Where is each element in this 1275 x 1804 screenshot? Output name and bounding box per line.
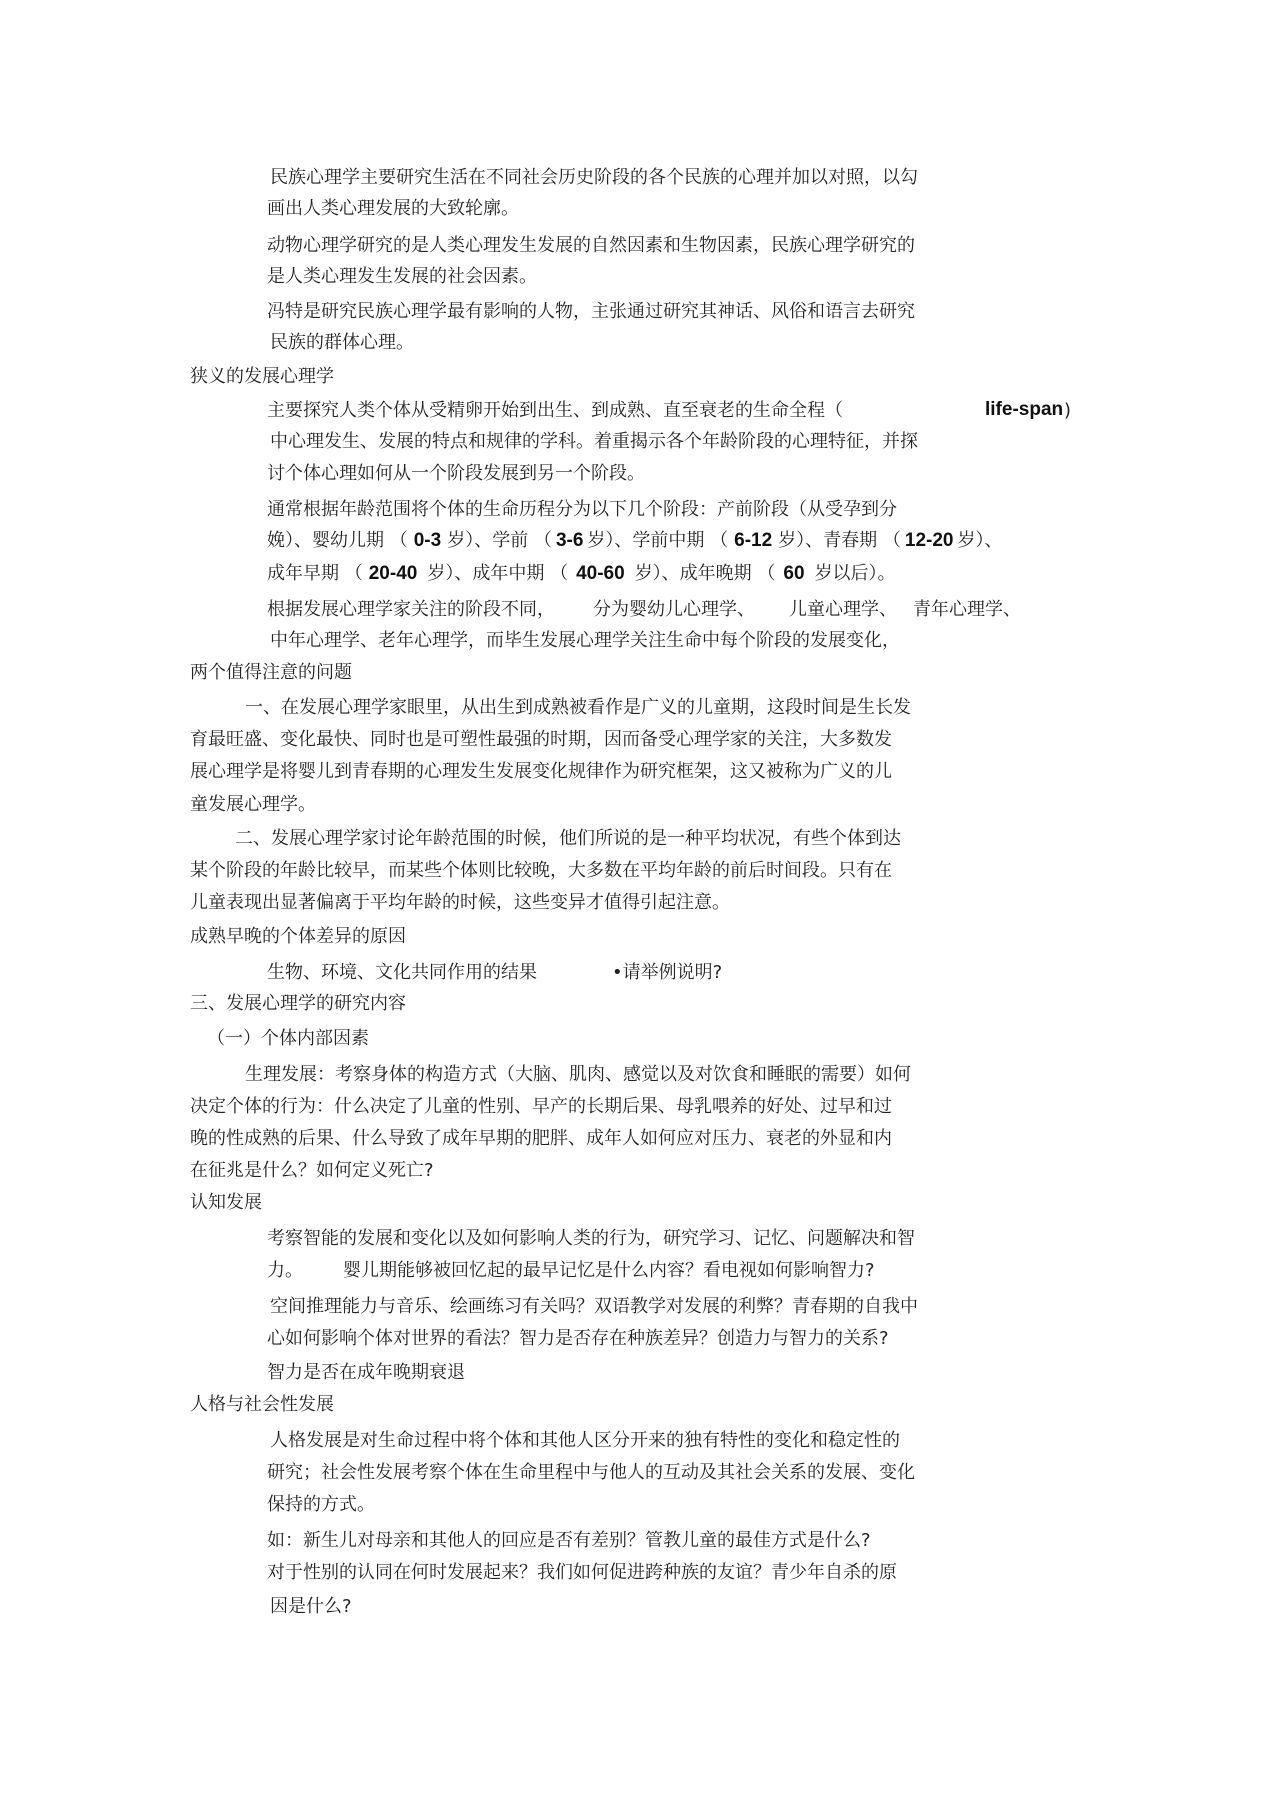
physical-line1: 生理发展：考察身体的构造方式（大脑、肌肉、感觉以及对饮食和睡眠的需要）如何 (245, 1064, 911, 1085)
para6-line1 (267, 597, 1021, 623)
personality-line6: 因是什么? (270, 1596, 352, 1617)
stage-late-adult-label: 岁）、成年晚期 （ (634, 563, 776, 584)
para4-line3: 讨个体心理如何从一个阶段发展到另一个阶段。 (267, 463, 645, 484)
para5-line2 (267, 528, 1003, 554)
cognitive-line2-rest: 婴儿期能够被回忆起的最早记忆是什么内容？看电视如何影响智力? (343, 1260, 875, 1281)
para6-intro: 根据发展心理学家关注的阶段不同， (267, 599, 555, 620)
heading-internal-factors: （一）个体内部因素 (207, 1028, 369, 1049)
personality-line3: 保持的方式。 (267, 1494, 375, 1515)
cognitive-line1: 考察智能的发展和变化以及如何影响人类的行为，研究学习、记忆、问题解决和智 (267, 1228, 915, 1249)
cognitive-line3: 空间推理能力与音乐、绘画练习有关吗？双语教学对发展的利弊？青春期的自我中 (270, 1296, 918, 1317)
maturity-causes: 生物、环境、文化共同作用的结果 (267, 962, 537, 983)
para4-line1-text: 主要探究人类个体从受精卵开始到出生、到成熟、直至衰老的生命全程（ (267, 400, 843, 421)
heading-personality-social: 人格与社会性发展 (190, 1394, 334, 1415)
physical-line3: 晚的性成熟的后果、什么导致了成年早期的肥胖、成年人如何应对压力、衰老的外显和内 (190, 1128, 892, 1149)
maturity-prompt: •请举例说明? (612, 962, 723, 983)
stage-adolescence-age: 12-20 (904, 530, 954, 551)
stage-preschool-label: 岁）、学前 （ (447, 530, 552, 551)
para3-line1: 冯特是研究民族心理学最有影响的人物，主张通过研究其神话、风俗和语言去研究 (267, 301, 915, 322)
para2-line2: 是人类心理发生发展的社会因素。 (267, 266, 537, 287)
issue2-line2: 某个阶段的年龄比较早，而某些个体则比较晚，大多数在平均年龄的前后时间段。只有在 (190, 860, 892, 881)
para1-line1: 民族心理学主要研究生活在不同社会历史阶段的各个民族的心理并加以对照，以勾 (270, 167, 918, 188)
physical-line2: 决定个体的行为：什么决定了儿童的性别、早产的长期后果、母乳喂养的好处、过早和过 (190, 1096, 892, 1117)
para3-line2: 民族的群体心理。 (270, 332, 414, 353)
stage-infancy-age: 0-3 (413, 530, 442, 551)
para4-line1-close: ) (1064, 400, 1072, 421)
stage-adolescence-label: 岁）、青春期 （ (778, 530, 901, 551)
personality-line2: 研究；社会性发展考察个体在生命里程中与他人的互动及其社会关系的发展、变化 (267, 1462, 915, 1483)
issue2-line3: 儿童表现出显著偏离于平均年龄的时候，这些变异才值得引起注意。 (190, 892, 730, 913)
stage-late-adult-age: 60 (783, 563, 805, 584)
personality-line1: 人格发展是对生命过程中将个体和其他人区分开来的独有特性的变化和稳定性的 (270, 1430, 900, 1451)
stage-infancy-label: 娩）、婴幼儿期 （ (267, 530, 408, 551)
heading-narrow-developmental-psychology: 狭义的发展心理学 (190, 366, 334, 387)
para4-line1-term: life-span (985, 399, 1064, 420)
cognitive-line5: 智力是否在成年晚期衰退 (267, 1362, 465, 1383)
personality-line4: 如：新生儿对母亲和其他人的回应是否有差别？管教儿童的最佳方式是什么? (267, 1530, 871, 1551)
para6-line2: 中年心理学、老年心理学，而毕生发展心理学关注生命中每个阶段的发展变化， (270, 630, 900, 651)
para6-youth-psychology: 青年心理学、 (913, 599, 1021, 620)
cognitive-line2 (267, 1258, 875, 1284)
issue2-line1: 二、发展心理学家讨论年龄范围的时候，他们所说的是一种平均状况，有些个体到达 (235, 828, 901, 849)
stage-line2-end: 岁）、 (957, 530, 1003, 551)
para4-line2: 中心理发生、发展的特点和规律的学科。着重揭示各个年龄阶段的心理特征，并探 (270, 431, 918, 452)
heading-maturity-differences: 成熟早晚的个体差异的原因 (190, 926, 406, 947)
issue1-line4: 童发展心理学。 (190, 794, 316, 815)
stage-mid-preschool-label: 岁）、学前中期 （ (587, 530, 729, 551)
para5-line1: 通常根据年龄范围将个体的生命历程分为以下几个阶段：产前阶段（从受孕到分 (267, 499, 897, 520)
stage-early-adult-label: 成年早期 （ (267, 563, 363, 584)
heading-cognitive-development: 认知发展 (190, 1192, 262, 1213)
para1-line2: 画出人类心理发展的大致轮廓。 (267, 198, 519, 219)
stage-preschool-age: 3-6 (555, 530, 584, 551)
para6-child-psychology: 儿童心理学、 (789, 599, 897, 620)
physical-line4: 在征兆是什么？如何定义死亡? (190, 1160, 434, 1181)
cognitive-line4: 心如何影响个体对世界的看法？智力是否存在种族差异？创造力与智力的关系? (267, 1328, 889, 1349)
stage-middle-adult-age: 40-60 (576, 563, 625, 584)
cognitive-line2-start: 力。 (267, 1260, 303, 1281)
issue1-line2: 育最旺盛、变化最快、同时也是可塑性最强的时期，因而备受心理学家的关注，大多数发 (190, 729, 892, 750)
stage-middle-adult-label: 岁）、成年中期 （ (427, 563, 569, 584)
para6-infant-psychology: 分为婴幼儿心理学、 (593, 599, 755, 620)
para5-line3 (267, 561, 896, 587)
issue1-line3: 展心理学是将婴儿到青春期的心理发生发展变化规律作为研究框架，这又被称为广义的儿 (190, 761, 892, 782)
issue1-line1: 一、在发展心理学家眼里，从出生到成熟被看作是广义的儿童期，这段时间是生长发 (245, 697, 911, 718)
stage-line3-end: 岁以后）。 (814, 563, 896, 584)
personality-line5: 对于性别的认同在何时发展起来？我们如何促进跨种族的友谊？青少年自杀的原 (267, 1562, 897, 1583)
heading-section-3: 三、发展心理学的研究内容 (190, 993, 406, 1014)
stage-early-adult-age: 20-40 (368, 563, 418, 584)
para2-line1: 动物心理学研究的是人类心理发生发展的自然因素和生物因素，民族心理学研究的 (267, 235, 915, 256)
stage-mid-preschool-age: 6-12 (734, 530, 773, 551)
heading-two-issues: 两个值得注意的问题 (190, 662, 352, 683)
